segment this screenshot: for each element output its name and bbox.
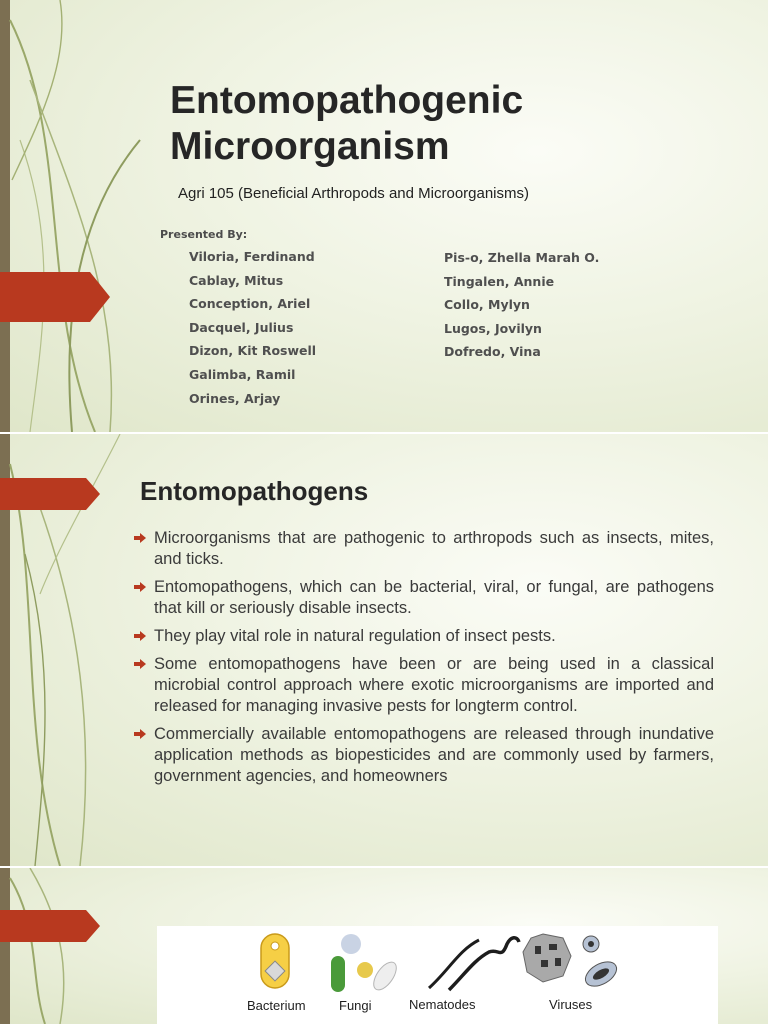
- viruses-icon: [521, 932, 621, 996]
- accent-tab: [0, 910, 102, 942]
- decorative-swirl: [0, 0, 200, 432]
- microorganism-figure: [157, 926, 718, 1024]
- presenter-name: Cablay, Mitus: [189, 272, 284, 288]
- decorative-swirl: [0, 868, 120, 1024]
- presenter-name: Tingalen, Annie: [444, 273, 555, 289]
- presenter-name: Collo, Mylyn: [444, 297, 530, 313]
- title-line-1: Entomopathogenic: [170, 79, 524, 122]
- list-item: [134, 654, 714, 717]
- bullet-text: They play vital role in natural regulation of insect pests.: [154, 627, 556, 645]
- bullet-text: Commercially available entomopathogens are released through inundative application methods as biopesticides and are commonly used by farmers, government agencies, and homeowners: [154, 725, 714, 785]
- list-item: [134, 724, 714, 787]
- presenter-name: Viloria, Ferdinand: [189, 249, 315, 264]
- presenter-name: Lugos, Jovilyn: [444, 320, 542, 336]
- list-item: [134, 528, 714, 570]
- section-heading: Entomopathogens: [140, 476, 369, 506]
- arrow-bullet-icon: [134, 582, 146, 592]
- presenter-name: Galimba, Ramil: [189, 366, 296, 382]
- bullet-text: Entomopathogens, which can be bacterial, viral, or fungal, are pathogens that kill or seriously disable insects.: [154, 578, 714, 617]
- accent-tab: [0, 478, 102, 510]
- arrow-bullet-icon: [134, 533, 146, 543]
- slide-title: [0, 0, 768, 432]
- label-fungi: Fungi: [339, 998, 372, 1013]
- course-description: (Beneficial Arthropods and Microorganisms): [233, 185, 530, 202]
- bullet-list: [134, 528, 714, 794]
- bullet-text: Microorganisms that are pathogenic to arthropods such as insects, mites, and ticks.: [154, 529, 714, 568]
- presented-by-label: Presented By:: [160, 228, 248, 241]
- presenter-name: Orines, Arjay: [189, 390, 281, 406]
- label-bacterium: Bacterium: [247, 998, 306, 1013]
- fungi-icon: [327, 932, 402, 994]
- list-item: [134, 577, 714, 619]
- presenter-name: Pis-o, Zhella Marah O.: [444, 250, 600, 265]
- presenter-name: Conception, Ariel: [189, 296, 311, 312]
- bacterium-icon: [255, 932, 297, 992]
- arrow-bullet-icon: [134, 729, 146, 739]
- label-nematodes: Nematodes: [409, 997, 476, 1012]
- presenters-right-column: [444, 246, 599, 364]
- presenter-name: Dizon, Kit Roswell: [189, 343, 317, 359]
- presenters-left-column: [189, 245, 316, 410]
- accent-tab: [0, 272, 112, 322]
- nematodes-icon: [419, 930, 524, 994]
- title-line-2: Microorganism: [170, 125, 450, 168]
- page-title: [170, 78, 523, 170]
- course-code: Agri 105: [178, 185, 234, 202]
- arrow-bullet-icon: [134, 659, 146, 669]
- bullet-text: Some entomopathogens have been or are being used in a classical microbial control approach where exotic microorganisms are imported and released for managing invasive pests for longterm control.: [154, 655, 714, 715]
- label-viruses: Viruses: [549, 997, 593, 1012]
- course-subtitle: [178, 185, 529, 202]
- presenter-name: Dofredo, Vina: [444, 344, 541, 360]
- arrow-bullet-icon: [134, 631, 146, 641]
- list-item: [134, 626, 714, 647]
- presenter-name: Dacquel, Julius: [189, 319, 294, 335]
